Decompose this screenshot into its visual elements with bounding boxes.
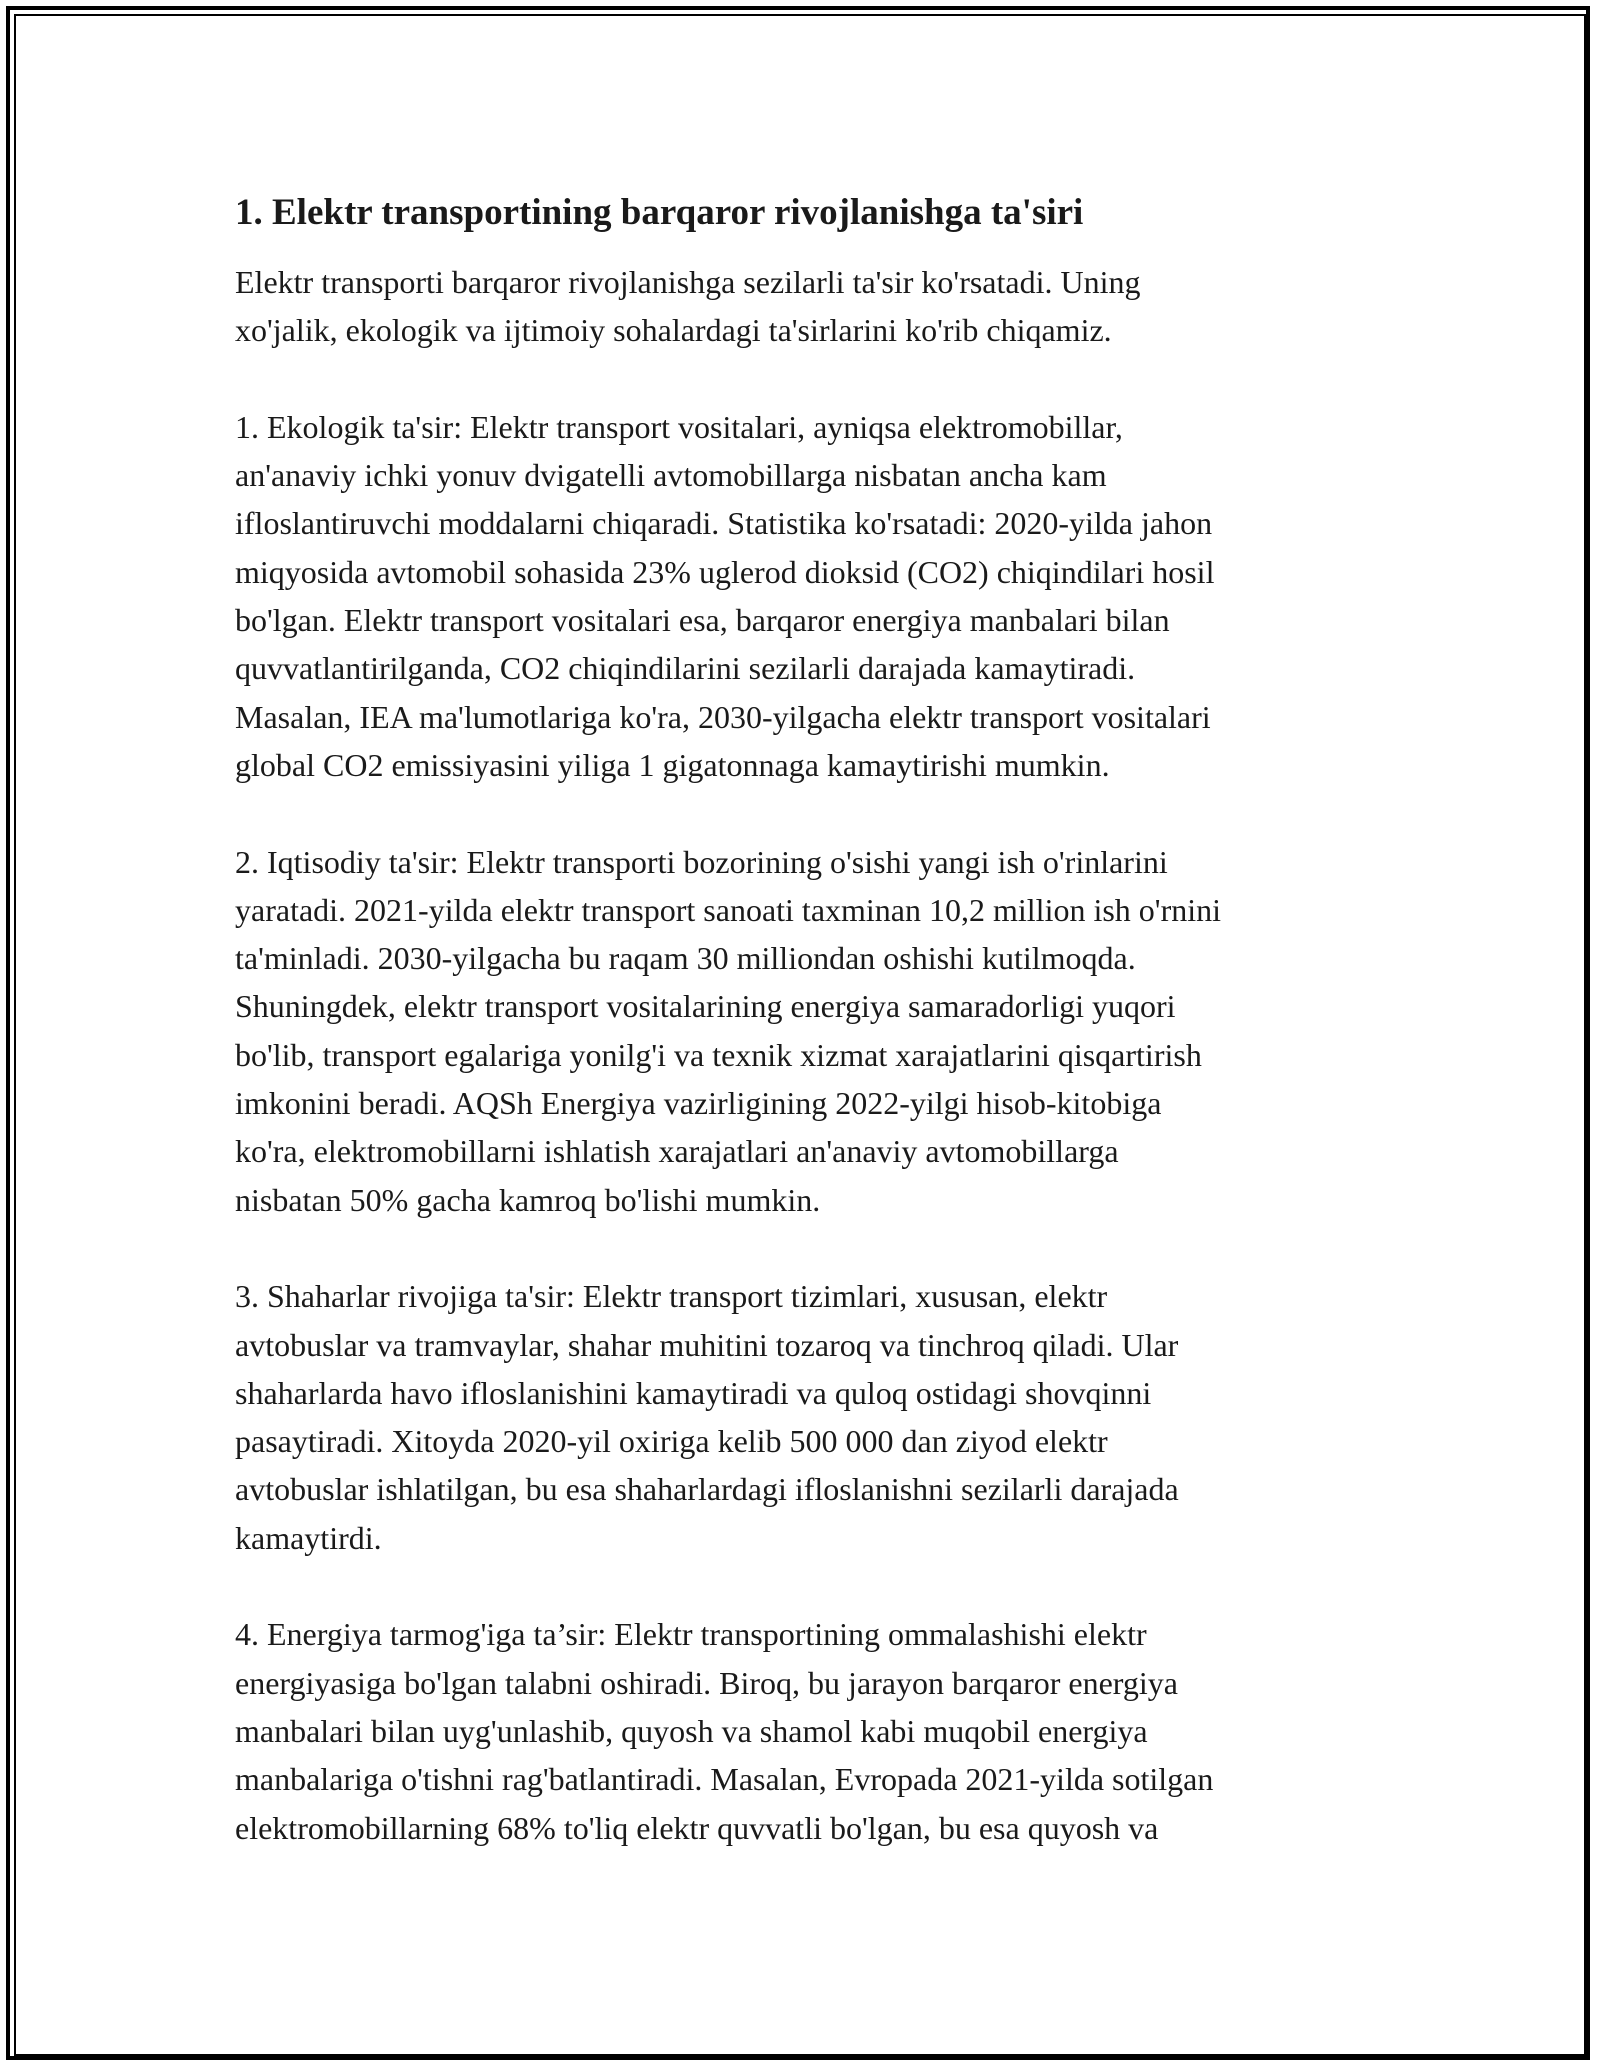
paragraph-energy-grid-impact xyxy=(235,1610,1375,1851)
text-line: manbalari bilan uyg'unlashib, quyosh va shamol kabi muqobil energiya xyxy=(235,1712,1148,1749)
text-line: 2. Iqtisodiy ta'sir: Elektr transporti bozorining o'sishi yangi ish o'rinlarini xyxy=(235,843,1168,880)
text-line: ta'minladi. 2030-yilgacha bu raqam 30 milliondan oshishi kutilmoqda. xyxy=(235,940,1136,977)
text-line: nisbatan 50% gacha kamroq bo'lishi mumkin. xyxy=(235,1181,821,1218)
text-line: avtobuslar ishlatilgan, bu esa shaharlardagi ifloslanishni sezilarli darajada xyxy=(235,1471,1179,1508)
paragraph-economic-impact xyxy=(235,838,1375,1224)
text-line: ifloslantiruvchi moddalarni chiqaradi. Statistika ko'rsatadi: 2020-yilda jahon xyxy=(235,505,1213,542)
text-line: global CO2 emissiyasini yiliga 1 gigatonnaga kamaytirishi mumkin. xyxy=(235,746,1110,783)
text-line: xo'jalik, ekologik va ijtimoiy sohalardagi ta'sirlarini ko'rib chiqamiz. xyxy=(235,312,1112,349)
text-line: elektromobillarning 68% to'liq elektr quvvatli bo'lgan, bu esa quyosh va xyxy=(235,1809,1159,1846)
text-line: manbalariga o'tishni rag'batlantiradi. Masalan, Evropada 2021-yilda sotilgan xyxy=(235,1761,1214,1798)
text-line: 4. Energiya tarmog'iga ta’sir: Elektr transportining ommalashishi elektr xyxy=(235,1616,1147,1653)
text-line: bo'lgan. Elektr transport vositalari esa, barqaror energiya manbalari bilan xyxy=(235,602,1170,639)
text-line: Masalan, IEA ma'lumotlariga ko'ra, 2030-yilgacha elektr transport vositalari xyxy=(235,698,1211,735)
text-line: miqyosida avtomobil sohasida 23% uglerod dioksid (CO2) chiqindilari hosil xyxy=(235,553,1215,590)
text-line: yaratadi. 2021-yilda elektr transport sanoati taxminan 10,2 million ish o'rnini xyxy=(235,891,1221,928)
text-line: pasaytiradi. Xitoyda 2020-yil oxiriga kelib 500 000 dan ziyod elektr xyxy=(235,1423,1108,1460)
text-line: imkonini beradi. AQSh Energiya vazirligining 2022-yilgi hisob-kitobiga xyxy=(235,1085,1162,1122)
document-body xyxy=(235,186,1375,1852)
text-line: an'anaviy ichki yonuv dvigatelli avtomobillarga nisbatan ancha kam xyxy=(235,457,1107,494)
text-line: shaharlarda havo ifloslanishini kamaytiradi va quloq ostidagi shovqinni xyxy=(235,1374,1152,1411)
text-line: 3. Shaharlar rivojiga ta'sir: Elektr transport tizimlari, xususan, elektr xyxy=(235,1278,1108,1315)
text-line: ko'ra, elektromobillarni ishlatish xarajatlari an'anaviy avtomobillarga xyxy=(235,1133,1119,1170)
paragraph-urban-impact xyxy=(235,1272,1375,1562)
text-line: kamaytirdi. xyxy=(235,1519,382,1556)
text-line: Elektr transporti barqaror rivojlanishga sezilarli ta'sir ko'rsatadi. Uning xyxy=(235,264,1141,300)
text-line: quvvatlantirilganda, CO2 chiqindilarini sezilarli darajada kamaytiradi. xyxy=(235,650,1136,687)
document-title: 1. Elektr transportining barqaror rivojlanishga ta'siri xyxy=(235,192,1084,233)
text-line: Shuningdek, elektr transport vositalarining energiya samaradorligi yuqori xyxy=(235,988,1176,1025)
paragraph-ecological-impact xyxy=(235,403,1375,789)
paragraph-intro xyxy=(235,258,1375,355)
text-line: bo'lib, transport egalariga yonilg'i va texnik xizmat xarajatlarini qisqartirish xyxy=(235,1036,1202,1073)
text-line: 1. Ekologik ta'sir: Elektr transport vositalari, ayniqsa elektromobillar, xyxy=(235,408,1123,445)
text-line: energiyasiga bo'lgan talabni oshiradi. Biroq, bu jarayon barqaror energiya xyxy=(235,1664,1178,1701)
text-line: avtobuslar va tramvaylar, shahar muhitini tozaroq va tinchroq qiladi. Ular xyxy=(235,1326,1179,1363)
